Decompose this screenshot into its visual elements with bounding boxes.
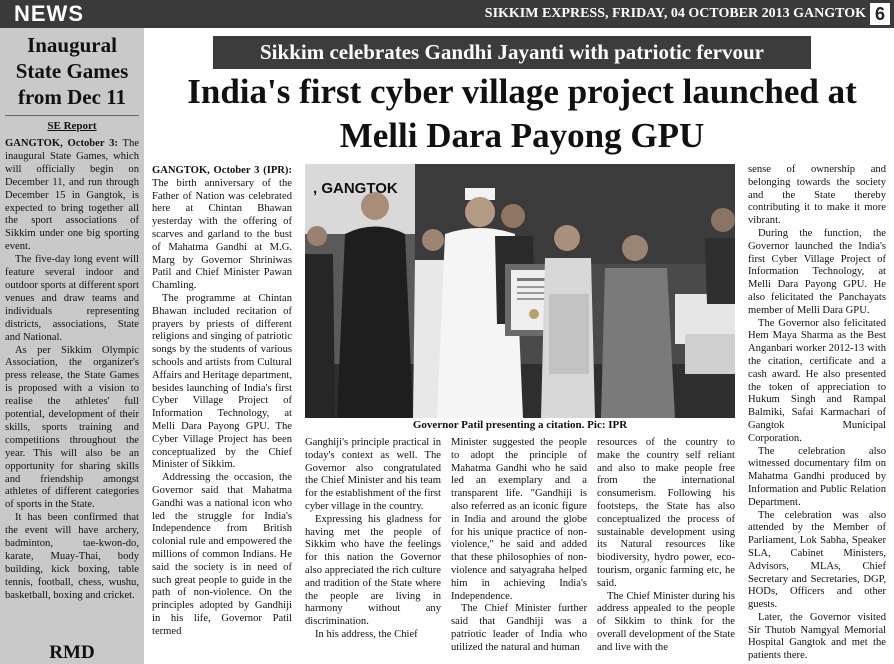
paragraph: The Chief Minister further said that Gandhiji was a patriotic leader of India who utilized the natural and human [451, 603, 587, 653]
paragraph: Minister suggested the people to adopt the principle of Mahatma Gandhi who he said led an exemplary and a transparent life. "Gandhiji is also referred as an iconic figure in India and around the globe for his unique practice of non-violence," he said and added that these philosophies of non-violence and satyagraha helped him in achieving India's Independence. [451, 437, 587, 602]
kicker: Sikkim celebrates Gandhi Jayanti with patriotic fervour [213, 36, 811, 69]
dateline: GANGTOK, October 3: [5, 138, 118, 149]
news-photo [305, 164, 735, 418]
paragraph: The programme at Chintan Bhawan included recitation of prayers by priests of different religions and singing of patriotic songs by the students of various schools and artists from Cultural Affairs and Heritage department, besides launching of India's first Cyber Village Project of Information Technology, at Melli Dara Payong GPU. The Cyber Village Project has been conceptualized by the Chief Minister of Sikkim. [152, 292, 292, 471]
photo-caption: Governor Patil presenting a citation. Pic: IPR [412, 419, 628, 431]
paragraph: The Governor also felicitated Hem Maya Sharma as the Best Anganbari worker 2012-13 with the citation, certificate and a cash award. He also presented the token of appreciation to Hukum Singh and Rampal Balmiki, Safai Karmachari of Gangtok Municipal Corporation. [748, 317, 886, 444]
story-column-5 [748, 164, 886, 664]
story-column-3 [451, 437, 587, 664]
paragraph: It has been confirmed that the event will have archery, badminton, tae-kwon-do, karate, Muay-Thai, body building, kick boxing, table tennis, football, chess, wushu, basketball, boxing and cricket. [5, 512, 139, 601]
paragraph: Ganghiji's principle practical in today's context as well. The Governor also congratulated the Chief Minister and his team for the establishment of the first cyber village in the country. [305, 437, 441, 512]
divider [5, 115, 139, 116]
paragraph: GANGTOK, October 3 (IPR): The birth anniversary of the Father of Nation was celebrated here at Chintan Bhawan yesterday with the offering of scarves and garland to the bust of Mahatma Gandhi at M.G. Marg by Governor Shriniwas Patil and Chief Minister Pawan Chamling. [152, 165, 292, 292]
sidebar-footer: RMD [49, 642, 95, 663]
section-label: NEWS [14, 1, 84, 26]
sidebar-body [5, 138, 139, 603]
story-column-4 [597, 437, 735, 664]
paragraph: The celebration also witnessed documentary film on Mahatma Gandhi produced by Information and Public Relation Department. [748, 445, 886, 508]
photo-sign-text: , GANGTOK [313, 180, 398, 197]
masthead [0, 0, 894, 28]
paper-info: SIKKIM EXPRESS, FRIDAY, 04 OCTOBER 2013 GANGTOK [484, 6, 866, 21]
paragraph: The celebration was also attended by the Member of Parliament, Lok Sabha, Speaker SLA, Cabinet Ministers, Advisors, MLAs, Chief Secretary and Secretaries, DGP, HODs, Officers and other guests. [748, 509, 886, 611]
paragraph: Addressing the occasion, the Governor said that Mahatma Gandhi was a national icon who led the struggle for India's Independence from British colonial rule and empowered the millions of common Indians. He said the society is in need of such great people to guide in the path of non-violence. On the principles adopted by Gandhiji in his life, Governor Patil termed [152, 472, 292, 637]
sidebar-story [0, 28, 144, 664]
paragraph: The five-day long event will feature several indoor and outdoor sports at different sport venues and draw teams and individuals representing districts, associations, State and National. [5, 254, 139, 343]
paragraph: resources of the country to make the country self reliant and also to make people free from the international consumerism. Following his footsteps, the State has also conceptualized the process of sustainable development using its Natural resources like biodiversity, hydro power, eco-tourism, organic farming etc, he said. [597, 437, 735, 589]
paragraph: As per Sikkim Olympic Association, the organizer's press release, the State Games is proposed with a vision to realise the athletes' full potential, development of their skills, sports training and competitions throughout the year. This will also be an opportunity for sharing skills and friendship amongst athletes of different categories of sports in the State. [5, 344, 139, 511]
paragraph: During the function, the Governor launched the India's first Cyber Village Project of Information Technology, at Melli Dara Payong GPU. He also felicitated the Panchayats member of Melli Dara GPU. [748, 227, 886, 316]
story-column-1 [152, 165, 292, 664]
photo-illustration [305, 164, 735, 418]
paragraph: GANGTOK, October 3: The inaugural State Games, which will officially begin on December 11, and run through December 15 in Gangtok, is expected to bring together all the sport associations of Sikkim under one big sporting event. [5, 138, 139, 253]
paragraph: sense of ownership and belonging towards the society and the State thereby contributing it to make it more vibrant. [748, 164, 886, 227]
headline: India's first cyber village project launched at Melli Dara Payong GPU [187, 72, 857, 155]
paragraph: The Chief Minister during his address appealed to the people of Sikkim to think for the overall development of the State and live with the [597, 590, 735, 653]
paragraph: In his address, the Chief [315, 628, 418, 640]
paragraph: Later, the Governor visited Sir Thutob Namgyal Memorial Hospital Gangtok and met the patients there. [748, 611, 886, 662]
story-column-2 [305, 437, 441, 664]
sidebar-headline: Inaugural State Games from Dec 11 [15, 33, 129, 109]
dateline: GANGTOK, October 3 (IPR): [152, 165, 292, 176]
page-number: 6 [870, 3, 890, 25]
byline: SE Report [47, 120, 97, 132]
paragraph: Expressing his gladness for having met the people of Sikkim who have the feelings for this nation the Governor also appreciated the rich culture and tradition of the State where the people are living in harmony without any discrimination. [305, 513, 441, 628]
